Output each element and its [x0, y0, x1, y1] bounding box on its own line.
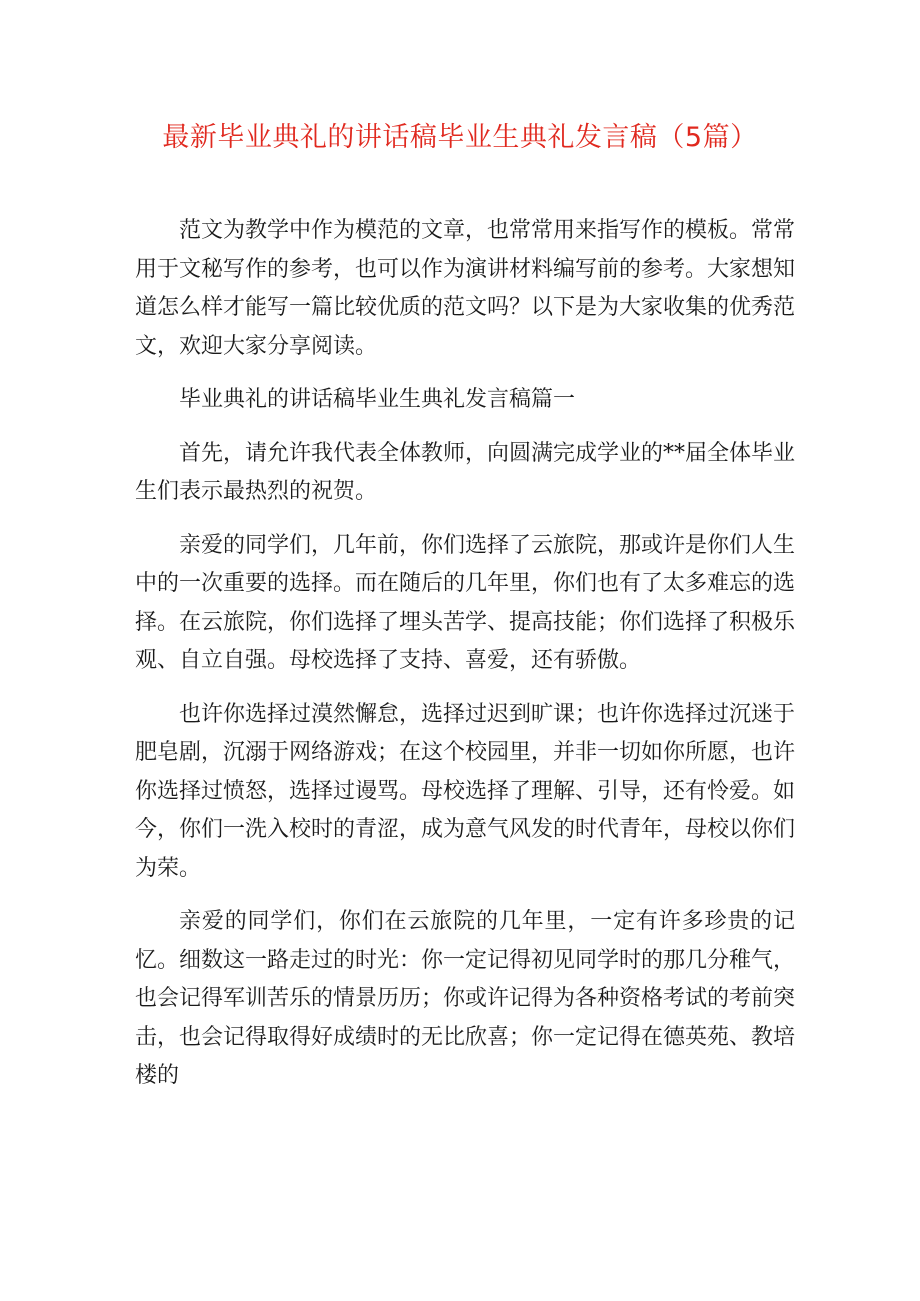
body-paragraph: 首先，请允许我代表全体教师，向圆满完成学业的**届全体毕业生们表示最热烈的祝贺。	[135, 440, 796, 504]
document-title: 最新毕业典礼的讲话稿毕业生典礼发言稿（5篇）	[162, 122, 758, 153]
intro-paragraph: 范文为教学中作为模范的文章，也常常用来指写作的模板。常常用于文秘写作的参考，也可以作为演讲材料编写前的参考。大家想知道怎么样才能写一篇比较优质的范文吗？以下是为大家收集的优秀范文，欢迎大家分享阅读。	[135, 218, 796, 359]
section-heading: 毕业典礼的讲话稿毕业生典礼发言稿篇一	[179, 387, 576, 412]
document-body	[135, 212, 795, 1111]
body-paragraph: 也许你选择过漠然懈怠，选择过迟到旷课；也许你选择过沉迷于肥皂剧，沉溺于网络游戏；在这个校园里，并非一切如你所愿，也许你选择过愤怒，选择过谩骂。母校选择了理解、引导，还有怜爱。如今，你们一洗入校时的青涩，成为意气风发的时代青年，母校以你们为荣。	[135, 701, 796, 881]
body-paragraph: 亲爱的同学们，几年前，你们选择了云旅院，那或许是你们人生中的一次重要的选择。而在随后的几年里，你们也有了太多难忘的选择。在云旅院，你们选择了埋头苦学、提高技能；你们选择了积极乐观、自立自强。母校选择了支持、喜爱，还有骄傲。	[135, 532, 796, 673]
body-paragraph: 亲爱的同学们，你们在云旅院的几年里，一定有许多珍贵的记忆。细数这一路走过的时光：你一定记得初见同学时的那几分稚气，也会记得军训苦乐的情景历历；你或许记得为各种资格考试的考前突击，也会记得取得好成绩时的无比欣喜；你一定记得在德英苑、教培楼的	[135, 909, 796, 1088]
